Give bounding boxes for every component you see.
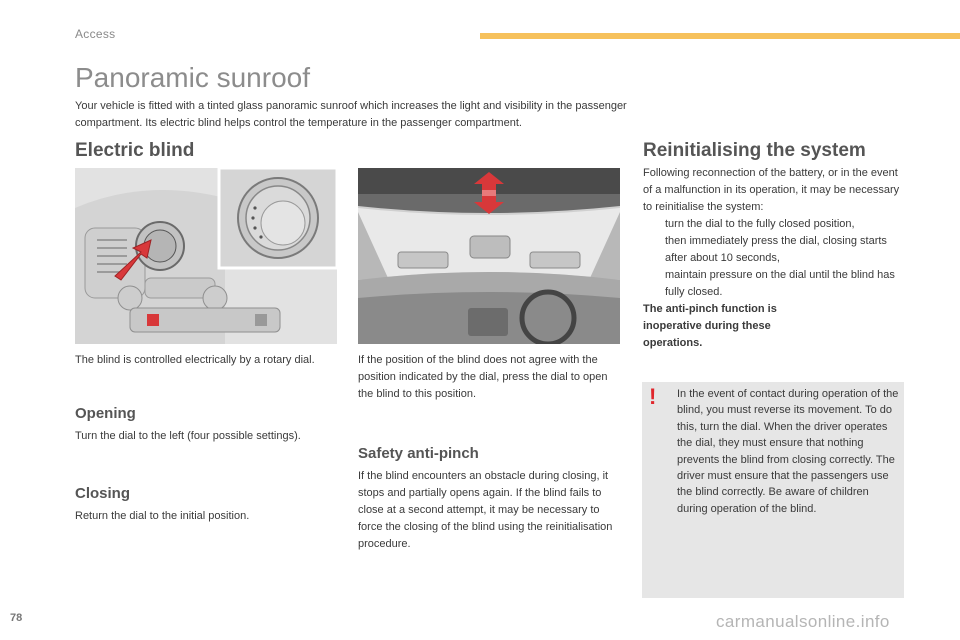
section-label: Access <box>75 27 116 41</box>
opening-heading: Opening <box>75 405 136 422</box>
opening-text: Turn the dial to the left (four possible settings). <box>75 430 301 442</box>
reinit-steps <box>643 216 908 301</box>
blind-description: The blind is controlled electrically by a rotary dial. <box>75 354 315 366</box>
dial-location-drawing <box>75 168 337 344</box>
closing-heading: Closing <box>75 485 130 502</box>
mismatch-text: If the position of the blind does not agree with the position indicated by the dial, press the dial to open the blind to this position. <box>358 354 608 400</box>
safety-heading: Safety anti-pinch <box>358 445 479 462</box>
closing-text: Return the dial to the initial position. <box>75 510 250 522</box>
header-accent-bar <box>480 33 960 39</box>
reinit-heading: Reinitialising the system <box>643 140 866 161</box>
reinit-intro: Following reconnection of the battery, or in the event of a malfunction in its operation, it may be necessary to reinitialise the system: <box>643 167 900 213</box>
page-number: 78 <box>10 612 23 624</box>
dial-location-illustration <box>75 168 337 344</box>
intro-paragraph: Your vehicle is fitted with a tinted glass panoramic sunroof which increases the light and visibility in the passenger compartment. Its electric blind helps control the temperature in the passenger compartment. <box>75 100 627 129</box>
list-item: maintain pressure on the dial until the blind has fully closed. <box>665 269 895 298</box>
anti-pinch-note: The anti-pinch function is inoperative during these operations. <box>643 303 777 349</box>
sunroof-interior-drawing <box>358 168 620 344</box>
list-item: then immediately press the dial, closing starts after about 10 seconds, <box>665 235 887 264</box>
safety-text: If the blind encounters an obstacle during closing, it stops and partially opens again. If the blind fails to close at a second attempt, it may be necessary to force the closing of the blind using the reinitialisation procedure. <box>358 470 613 550</box>
page-title: Panoramic sunroof <box>75 62 311 93</box>
sunroof-interior-illustration <box>358 168 620 344</box>
electric-blind-heading: Electric blind <box>75 140 195 161</box>
watermark: carmanualsonline.info <box>716 612 890 631</box>
list-item: turn the dial to the fully closed position, <box>665 218 855 230</box>
warning-text: In the event of contact during operation of the blind, you must reverse its movement. To do this, turn the dial. When the driver operates the dial, they must ensure that nothing prevents the blind from closing correctly. The driver must ensure that the passengers use the blind correctly. Be aware of children during operation of the blind. <box>677 388 899 515</box>
exclamation-mark-icon: ! <box>649 384 657 409</box>
reinit-section <box>643 165 908 352</box>
